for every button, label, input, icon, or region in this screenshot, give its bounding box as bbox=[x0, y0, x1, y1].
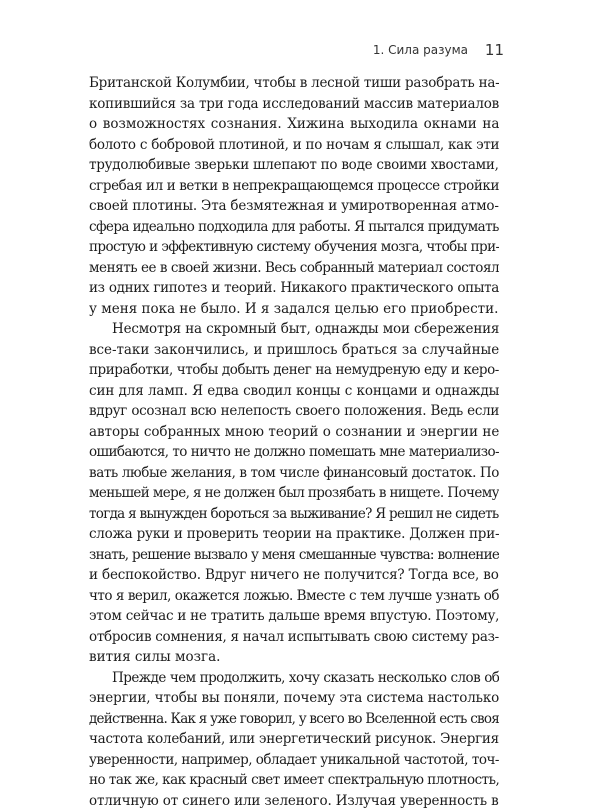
text-line: Прежде чем продолжить, хочу сказать несколько слов об bbox=[89, 668, 499, 689]
text-line: Несмотря на скромный быт, однажды мои сбережения bbox=[89, 319, 499, 340]
text-line: трудолюбивые зверьки шлепают по воде своими хвостами, bbox=[89, 155, 499, 176]
text-line: что я верил, окажется ложью. Вместе с тем лучше узнать об bbox=[89, 586, 499, 607]
text-line: сгребая ил и ветки в непрекращающемся процессе стройки bbox=[89, 176, 499, 197]
paragraph bbox=[89, 668, 499, 811]
text-line: своей плотины. Эта безмятежная и умиротворенная атмо- bbox=[89, 196, 499, 217]
page-number: 11 bbox=[485, 41, 504, 59]
text-line: приработки, чтобы добыть денег на немудреную еду и керо- bbox=[89, 360, 499, 381]
text-line: простую и эффективную систему обучения мозга, чтобы при- bbox=[89, 237, 499, 258]
text-line: болото с бобровой плотиной, и по ночам я слышал, как эти bbox=[89, 135, 499, 156]
running-title: 1. Сила разума bbox=[373, 43, 468, 57]
text-line: вдруг осознал всю нелепость своего положения. Ведь если bbox=[89, 401, 499, 422]
text-line: вать любые желания, в том числе финансовый достаток. По bbox=[89, 463, 499, 484]
text-line: меньшей мере, я не должен был прозябать в нищете. Почему bbox=[89, 483, 499, 504]
text-line: сфера идеально подходила для работы. Я пытался придумать bbox=[89, 217, 499, 238]
text-line: энергии, чтобы вы поняли, почему эта система настолько bbox=[89, 688, 499, 709]
text-line: тогда я вынужден бороться за выживание? Я решил не сидеть bbox=[89, 504, 499, 525]
paragraph bbox=[89, 319, 499, 668]
running-header bbox=[0, 43, 600, 63]
text-line: копившийся за три года исследований массив материалов bbox=[89, 94, 499, 115]
text-line: вития силы мозга. bbox=[89, 647, 499, 668]
text-line: уверенности, например, обладает уникальной частотой, точ- bbox=[89, 750, 499, 771]
text-line: но так же, как красный свет имеет спектральную плотность, bbox=[89, 770, 499, 791]
text-line: отличную от синего или зеленого. Излучая уверенность в bbox=[89, 791, 499, 811]
text-line: о возможностях сознания. Хижина выходила окнами на bbox=[89, 114, 499, 135]
text-line: частота колебаний, или энергетический рисунок. Энергия bbox=[89, 729, 499, 750]
text-line: сложа руки и проверить теории на практике. Должен при- bbox=[89, 524, 499, 545]
text-line: авторы собранных мною теорий о сознании и энергии не bbox=[89, 422, 499, 443]
text-line: действенна. Как я уже говорил, у всего во Вселенной есть своя bbox=[89, 709, 499, 730]
text-line: Британской Колумбии, чтобы в лесной тиши разобрать на- bbox=[89, 73, 499, 94]
text-line: и беспокойство. Вдруг ничего не получится? Тогда все, во bbox=[89, 565, 499, 586]
body-text bbox=[89, 73, 499, 811]
text-line: ошибаются, то ничто не должно помешать мне материализо- bbox=[89, 442, 499, 463]
text-line: менять ее в своей жизни. Весь собранный материал состоял bbox=[89, 258, 499, 279]
text-line: этом сейчас и не тратить дальше время впустую. Поэтому, bbox=[89, 606, 499, 627]
text-line: у меня пока не было. И я задался целью его приобрести. bbox=[89, 299, 499, 320]
text-line: отбросив сомнения, я начал испытывать свою систему раз- bbox=[89, 627, 499, 648]
text-line: все-таки закончились, и пришлось браться за случайные bbox=[89, 340, 499, 361]
text-line: син для ламп. Я едва сводил концы с концами и однажды bbox=[89, 381, 499, 402]
text-line: знать, решение вызвало у меня смешанные чувства: волнение bbox=[89, 545, 499, 566]
paragraph bbox=[89, 73, 499, 319]
text-line: из одних гипотез и теорий. Никакого практического опыта bbox=[89, 278, 499, 299]
